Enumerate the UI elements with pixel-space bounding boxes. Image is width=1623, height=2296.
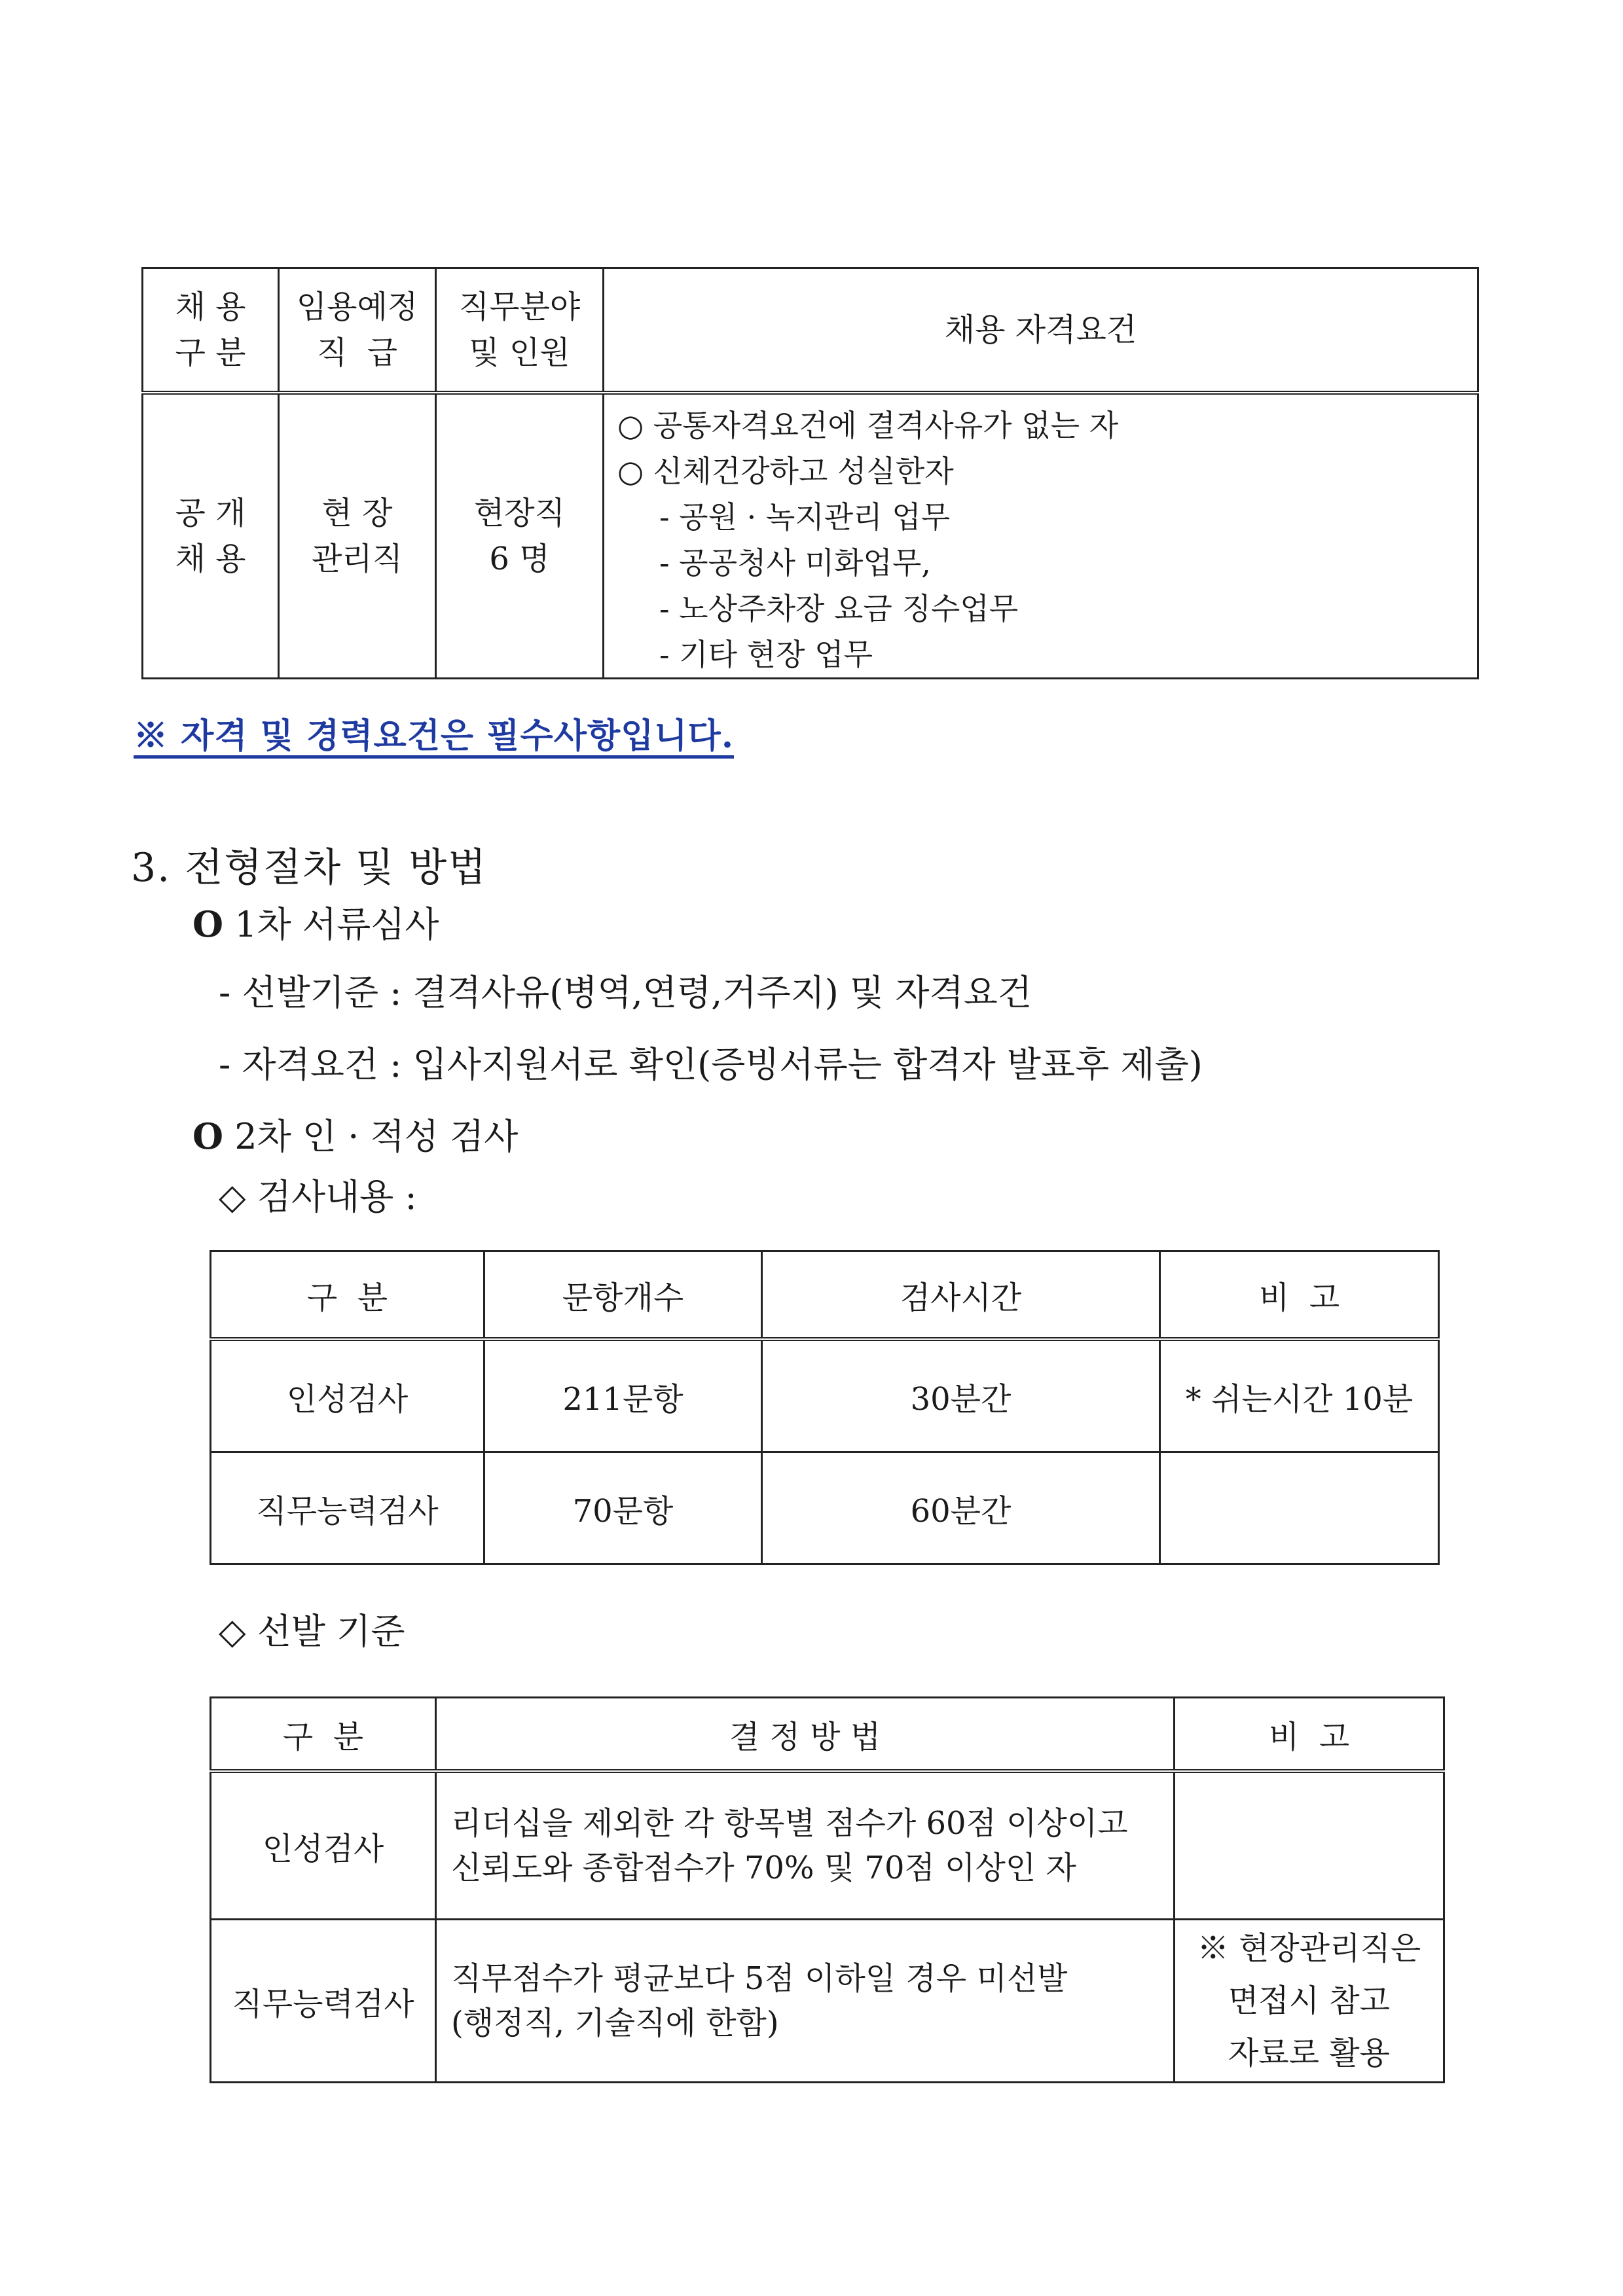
cell-remarks: * 쉬는시간 10분 [1160, 1339, 1439, 1452]
circle-bullet-icon: O [192, 1115, 224, 1157]
cell-question-count: 70문항 [484, 1452, 762, 1564]
requirement-item: ○ 공통자격요건에 결격사유가 없는 자 [617, 408, 1119, 443]
cell-remarks [1175, 1920, 1444, 2083]
duty-item: - 공원 · 녹지관리 업무 [659, 499, 951, 535]
recruitment-requirements-table [141, 267, 1479, 679]
header-category-line1: 채 용 [175, 289, 246, 325]
table-row [211, 1452, 1439, 1564]
header-field-line2: 및 인원 [469, 334, 570, 371]
header-field [436, 268, 604, 393]
cell-method [436, 1771, 1175, 1920]
cell-question-count: 211문항 [484, 1339, 762, 1452]
method-line2: 신뢰도와 종합점수가 70% 및 70점 이상인 자 [451, 1850, 1076, 1886]
cell-category: 직무능력검사 [211, 1452, 484, 1564]
selection-criteria-table [210, 1696, 1445, 2083]
header-qualifications: 채용 자격요건 [604, 268, 1478, 393]
note-line3: 자료로 활용 [1228, 2035, 1391, 2072]
table-header-row [211, 1698, 1444, 1772]
test-content-label: ◇ 검사내용 : [219, 1176, 417, 1217]
cell-method [436, 1920, 1175, 2083]
table-row [211, 1339, 1439, 1452]
criteria-qualification: - 자격요건 : 입사지원서로 확인(증빙서류는 합격자 발표후 제출) [219, 1044, 1203, 1085]
cell-test-time: 60분간 [762, 1452, 1160, 1564]
duty-item: - 노상주차장 요금 징수업무 [659, 591, 1019, 626]
table-row [143, 393, 1478, 679]
cell-remarks [1160, 1452, 1439, 1564]
duty-item: - 공공청사 미화업무, [659, 545, 931, 581]
category-line2: 채 용 [175, 541, 246, 577]
cell-test-time: 30분간 [762, 1339, 1160, 1452]
cell-category: 인성검사 [211, 1771, 436, 1920]
cell-category [143, 393, 279, 679]
grade-line1: 현 장 [321, 495, 393, 531]
method-line2: (행정직, 기술직에 한함) [451, 2005, 779, 2041]
cell-grade [279, 393, 436, 679]
field-line2: 6 명 [489, 541, 550, 577]
table-header-row [211, 1251, 1439, 1340]
method-line1: 직무점수가 평균보다 5점 이하일 경우 미선발 [451, 1960, 1068, 1997]
field-line1: 현장직 [473, 495, 566, 531]
criteria-selection: - 선발기준 : 결격사유(병역,연령,거주지) 및 자격요건 [219, 972, 1032, 1013]
step2-label: 2차 인 · 적성 검사 [234, 1116, 519, 1157]
selection-criteria-label: ◇ 선발 기준 [219, 1611, 405, 1652]
mandatory-notice: ※ 자격 및 경력요건은 필수사항입니다. [134, 716, 734, 756]
header-category [143, 268, 279, 393]
header-method: 결 정 방 법 [436, 1698, 1175, 1772]
step1-heading [192, 897, 439, 947]
cell-category: 인성검사 [211, 1339, 484, 1452]
cell-field [436, 393, 604, 679]
test-content-table [210, 1250, 1440, 1565]
header-question-count: 문항개수 [484, 1251, 762, 1340]
header-grade-line2: 직 급 [316, 334, 398, 371]
note-line2: 면접시 참고 [1228, 1982, 1391, 2019]
cell-category: 직무능력검사 [211, 1920, 436, 2083]
section-title: 3. 전형절차 및 방법 [131, 845, 488, 891]
header-category: 구 분 [211, 1698, 436, 1772]
table-row [211, 1920, 1444, 2083]
note-line1: ※ 현장관리직은 [1197, 1930, 1421, 1967]
header-grade [279, 268, 436, 393]
table-header-row [143, 268, 1478, 393]
table-row [211, 1771, 1444, 1920]
category-line1: 공 개 [175, 495, 246, 531]
duty-item: - 기타 현장 업무 [659, 637, 873, 672]
header-remarks: 비 고 [1160, 1251, 1439, 1340]
step2-heading [192, 1109, 518, 1159]
requirement-item: ○ 신체건강하고 성실한자 [617, 454, 954, 489]
header-test-time: 검사시간 [762, 1251, 1160, 1340]
grade-line2: 관리직 [311, 541, 403, 577]
step1-label: 1차 서류심사 [234, 904, 439, 945]
header-category-line2: 구 분 [175, 334, 246, 371]
method-line1: 리더십을 제외한 각 항목별 점수가 60점 이상이고 [451, 1805, 1128, 1842]
header-remarks: 비 고 [1175, 1698, 1444, 1772]
circle-bullet-icon: O [192, 903, 224, 945]
cell-requirements [604, 393, 1478, 679]
header-grade-line1: 임용예정 [296, 289, 418, 325]
cell-remarks [1175, 1771, 1444, 1920]
header-field-line1: 직무분야 [458, 289, 581, 325]
header-category: 구 분 [211, 1251, 484, 1340]
